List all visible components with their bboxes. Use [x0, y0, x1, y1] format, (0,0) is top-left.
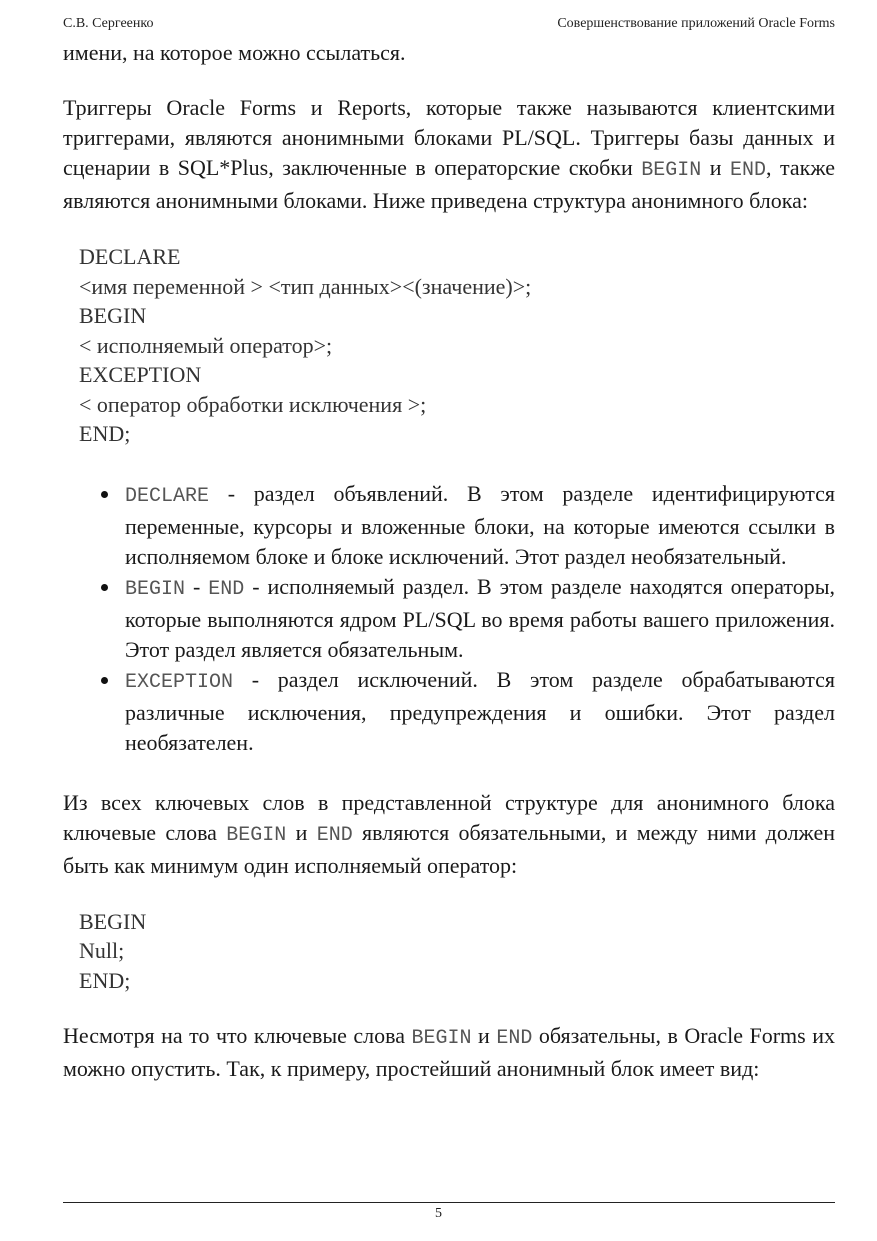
text: -	[185, 573, 209, 599]
code-line: < оператор обработки исключения >;	[79, 391, 427, 417]
text: - раздел объявлений. В этом разделе идентифицируются переменные, курсоры и вложенные блоки, на которые имеются ссылки в исполняемом блоке и блоке исключений. Этот раздел необязательный.	[125, 480, 835, 569]
code-line: DECLARE	[79, 244, 181, 269]
keyword-exception: EXCEPTION	[125, 670, 234, 694]
text: и	[701, 155, 730, 180]
list-item-declare	[125, 479, 835, 572]
code-line: BEGIN	[79, 908, 147, 934]
paragraph-required-keywords	[63, 788, 835, 881]
header-author: С.В. Сергеенко	[63, 16, 154, 31]
code-block-structure	[63, 242, 835, 449]
paragraph-continuation: имени, на которое можно ссылаться.	[63, 40, 406, 65]
code-block-minimal	[63, 907, 835, 996]
keyword-begin: BEGIN	[641, 159, 702, 182]
code-line: END;	[79, 421, 131, 446]
keyword-end: END	[496, 1027, 533, 1050]
list-item-exception	[125, 665, 835, 758]
text: обязательны, в Oracle Forms их можно опустить. Так, к примеру, простейший анонимный блок имеет вид:	[63, 1023, 836, 1081]
code-line: END;	[79, 967, 131, 993]
text: - раздел исключений. В этом разделе обрабатываются различные исключения, предупреждения и ошибки. Этот раздел необязателен.	[125, 666, 835, 755]
text: и	[471, 1023, 497, 1048]
sections-list	[63, 479, 835, 758]
text: и	[286, 819, 317, 845]
keyword-begin: BEGIN	[226, 823, 287, 847]
keyword-declare: DECLARE	[125, 484, 210, 508]
keyword-begin: BEGIN	[411, 1027, 472, 1050]
keyword-end: END	[729, 159, 766, 182]
keyword-end: END	[316, 823, 353, 847]
text: - исполняемый раздел. В этом разделе находятся операторы, которые выполняются ядром PL/SQL во время работы вашего приложения. Этот раздел является обязательным.	[125, 573, 836, 662]
code-line: <имя переменной > <тип данных><(значение)>;	[79, 273, 532, 299]
keyword-end: END	[208, 577, 245, 601]
keyword-begin: BEGIN	[125, 577, 186, 601]
code-line: Null;	[79, 938, 125, 963]
list-item-begin-end	[125, 572, 835, 665]
paragraph-triggers	[63, 93, 835, 216]
text: Несмотря на то что ключевые слова	[63, 1023, 412, 1048]
paragraph-omit-keywords	[63, 1021, 835, 1084]
header-title: Совершенствование приложений Oracle Forms	[557, 16, 835, 31]
page-content	[63, 38, 835, 1084]
code-line: EXCEPTION	[79, 362, 202, 387]
text: являются обязательными, и между ними должен быть как минимум один исполняемый оператор:	[63, 819, 836, 878]
code-line: BEGIN	[79, 303, 147, 328]
text: , также являются анонимными блоками. Ниже приведена структура анонимного блока:	[63, 155, 835, 213]
page-number: 5	[435, 1206, 442, 1221]
code-line: < исполняемый оператор>;	[79, 332, 333, 358]
text: Триггеры Oracle Forms и Reports, которые также называются клиентскими триггерами, являются анонимными блоками PL/SQL. Триггеры базы данных и сценарии в SQL*Plus, заключенные в операторские скобки	[63, 95, 835, 180]
footer-divider	[63, 1202, 835, 1203]
page-header	[63, 16, 835, 32]
text: Из всех ключевых слов в представленной структуре для анонимного блока ключевые слова	[63, 789, 835, 845]
